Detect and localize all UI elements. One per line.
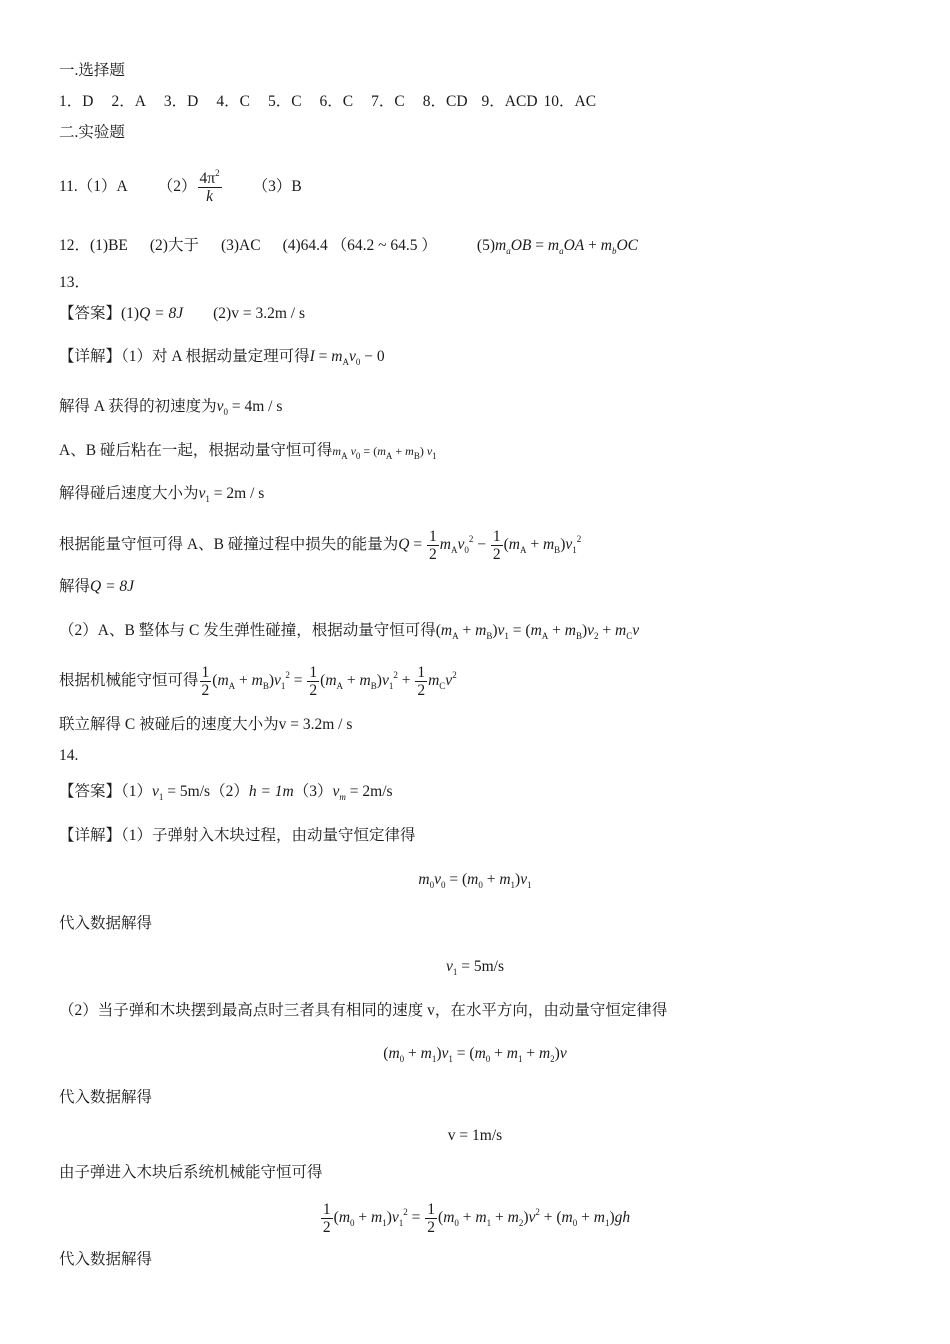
mc-answer: 3．D: [163, 93, 199, 110]
q14-sub-1: 代入数据解得: [59, 915, 153, 932]
section-title-experiment: 二.实验题: [59, 124, 125, 141]
mc-answer: 2．A: [111, 93, 146, 110]
q14-sub-2: 代入数据解得: [59, 1089, 153, 1106]
q11-fraction: $\frac{4\pi^2}{k}$: [199, 168, 220, 205]
q12-line: 12．(1)BE (2)大于 (3)AC (4)64.4 （64.2 ~ 64.5 ） $(5)m_aOB = m_aOA + m_bOC$: [59, 237, 638, 256]
q13-detail-7: （2）A、B 整体与 C 发生弹性碰撞，根据动量守恒可得$(m_A + m_B)v_1 = (m_A + m_B)v_2 + m_Cv$: [59, 622, 640, 641]
mc-answer: 1．D: [59, 93, 94, 110]
q14-equation-3: $\frac{1}{2}$ $(m_0 + m_1)v_1^2$ = $\frac{1}{2}$ $(m_0 + m_1 + m_2)v^2 + (m_0 + m_1)gh$: [322, 1200, 631, 1236]
q14-number: 14.: [59, 747, 79, 764]
q13-detail-5: 根据能量守恒可得 A、B 碰撞过程中损失的能量为Q = $\frac{1}{2}$ $m_Av_0^2$ − $\frac{1}{2}$ $(m_A + m_B)v_1^2$: [59, 527, 582, 563]
q14-sub-3: 代入数据解得: [59, 1251, 153, 1268]
mc-answer: 7．C: [371, 93, 405, 110]
q14-detail-2: （2）当子弹和木块摆到最高点时三者具有相同的速度 v，在水平方向，由动量守恒定律得: [59, 1002, 668, 1019]
mc-answer-row: [59, 92, 596, 112]
q13-detail-1: 【详解】（1）对 A 根据动量定理可得$I = m_Av_0 - 0$: [59, 348, 385, 367]
q13-detail-3: A、B 碰后粘在一起，根据动量守恒可得$m_A$ $v_0 = (m_A + m_B)$ $v_1$: [59, 442, 437, 461]
mc-answer: 8．CD: [422, 93, 468, 110]
q11-line: 11.（1）A （2） $\frac{4\pi^2}{k}$ （3）B: [59, 168, 302, 205]
mc-answer: 10．AC: [543, 93, 597, 110]
mc-answer: 9．ACD: [481, 93, 538, 110]
q14-answer: 【答案】$(1)v_1 = 5m/s(2)h = 1m(3)v_m = 2m/s$: [59, 783, 393, 802]
q13-detail-9: 联立解得 C 被碰后的速度大小为v = 3.2m / s: [59, 716, 353, 733]
mc-answer: 5．C: [267, 93, 302, 110]
q13-detail-4: 解得碰后速度大小为$v_1 = 2m / s$: [59, 485, 265, 504]
q14-detail-3: 由子弹进入木块后系统机械能守恒可得: [59, 1164, 323, 1181]
q13-detail-8: 根据机械能守恒可得 $\frac{1}{2}$ $(m_A + m_B)v_1^2$ = $\frac{1}{2}$ $(m_A + m_B)v_1^2$ + $\frac{1}{2}$ $m_Cv^2$: [59, 663, 457, 699]
mc-answer: 4．C: [216, 93, 250, 110]
q13-number: 13．: [59, 274, 91, 291]
mc-answer: 6．C: [319, 93, 354, 110]
q13-detail-6: 解得Q = 8J: [59, 578, 135, 595]
q13-answer: 【答案】(1)Q = 8J (2)v = 3.2m / s: [59, 305, 305, 322]
q14-result-1: $v_1 = 5m/s$: [445, 958, 505, 977]
q14-equation-2: $(m_0 + m_1)v_1 = (m_0 + m_1 + m_2)v$: [383, 1045, 567, 1064]
section-title-choice: 一.选择题: [59, 62, 125, 79]
q14-equation-1: $m_0v_0 = (m_0 + m_1)v_1$: [418, 871, 532, 890]
q14-detail-1: 【详解】（1）子弹射入木块过程，由动量守恒定律得: [59, 827, 416, 844]
q13-detail-2: 解得 A 获得的初速度为$v_0 = 4m / s$: [59, 398, 283, 417]
q14-result-2: v = 1m/s: [447, 1127, 503, 1144]
